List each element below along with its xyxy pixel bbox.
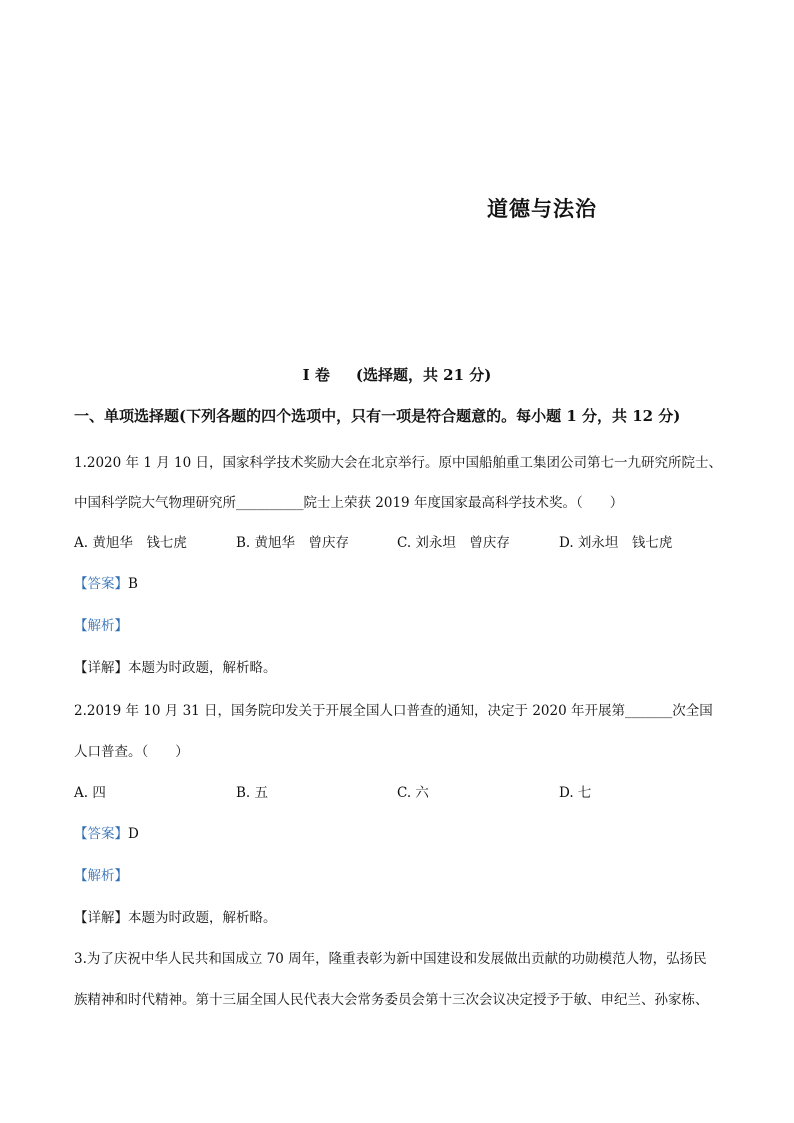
section-roman: I 卷 bbox=[302, 366, 330, 384]
option-c: C. 刘永坦 曾庆存 bbox=[397, 535, 510, 551]
option-d: D. 七 bbox=[559, 785, 592, 801]
question-2-line-2: 人口普查。（ ） bbox=[74, 744, 189, 760]
document-title: 道德与法治 bbox=[487, 196, 597, 221]
answer-label: 【答案】 bbox=[74, 826, 128, 842]
question-1-answer bbox=[74, 572, 138, 592]
question-1-line-1: 1.2020 年 1 月 10 日，国家科学技术奖励大会在北京举行。原中国船舶重工集团公司第七一九研究所院士、 bbox=[74, 455, 722, 471]
question-1-analysis-label: 【解析】 bbox=[74, 618, 128, 634]
question-1-detail: 【详解】本题为时政题，解析略。 bbox=[74, 660, 277, 676]
answer-value: B bbox=[128, 576, 138, 592]
option-d: D. 刘永坦 钱七虎 bbox=[559, 535, 673, 551]
question-2-line-1: 2.2019 年 10 月 31 日，国务院印发关于开展全国人口普查的通知，决定于 2020 年开展第_______次全国 bbox=[74, 703, 713, 719]
question-2-detail: 【详解】本题为时政题，解析略。 bbox=[74, 910, 277, 926]
question-3-line-1: 3.为了庆祝中华人民共和国成立 70 周年，隆重表彰为新中国建设和发展做出贡献的功勋模范人物，弘扬民 bbox=[74, 951, 707, 967]
answer-label: 【答案】 bbox=[74, 576, 128, 592]
option-c: C. 六 bbox=[397, 785, 429, 801]
option-b: B. 五 bbox=[236, 785, 269, 801]
section-label: (选择题，共 21 分) bbox=[355, 366, 492, 384]
option-a: A. 黄旭华 钱七虎 bbox=[74, 535, 187, 551]
answer-value: D bbox=[128, 826, 139, 842]
option-a: A. 四 bbox=[74, 785, 106, 801]
section-heading bbox=[0, 364, 794, 385]
question-3-line-2: 族精神和时代精神。第十三届全国人民代表大会常务委员会第十三次会议决定授予于敏、申纪兰、孙家栋、 bbox=[74, 992, 709, 1008]
part-heading: 一、单项选择题(下列各题的四个选项中，只有一项是符合题意的。每小题 1 分，共 12 分) bbox=[74, 407, 681, 425]
question-1-line-2: 中国科学院大气物理研究所__________院士上荣获 2019 年度国家最高科学技术奖。（ ） bbox=[74, 495, 624, 511]
option-b: B. 黄旭华 曾庆存 bbox=[236, 535, 350, 551]
question-2-analysis-label: 【解析】 bbox=[74, 868, 128, 884]
question-2-answer bbox=[74, 822, 139, 842]
